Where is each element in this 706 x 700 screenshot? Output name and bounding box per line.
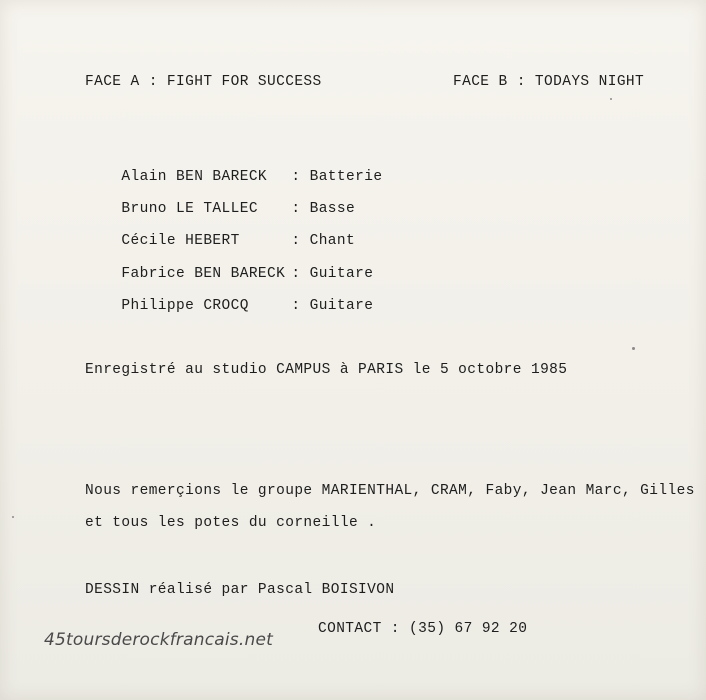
member-name: Cécile HEBERT (121, 232, 240, 249)
member-row (85, 284, 373, 328)
member-name: Philippe CROCQ (121, 297, 249, 314)
paper-speck (12, 516, 14, 518)
thanks-line-1: Nous remerçions le groupe MARIENTHAL, CRAM, Faby, Jean Marc, Gilles (85, 483, 695, 499)
paper-speck (632, 347, 635, 350)
member-name: Fabrice BEN BARECK (121, 265, 286, 282)
paper-speck (610, 98, 612, 100)
member-role: : Guitare (291, 297, 374, 314)
member-name: Bruno LE TALLEC (121, 200, 258, 217)
member-name: Alain BEN BARECK (121, 168, 268, 185)
recording-note: Enregistré au studio CAMPUS à PARIS le 5 octobre 1985 (85, 362, 568, 378)
contact-phone: CONTACT : (35) 67 92 20 (318, 621, 528, 637)
member-role: : Guitare (291, 265, 374, 282)
artwork-credit: DESSIN réalisé par Pascal BOISIVON (85, 582, 395, 598)
member-role: : Basse (291, 200, 356, 217)
member-role: : Chant (291, 232, 356, 249)
site-watermark: 45toursderockfrancais.net (44, 630, 273, 650)
thanks-line-2: et tous les potes du corneille . (85, 515, 377, 531)
face-b-title: FACE B : TODAYS NIGHT (453, 74, 645, 90)
member-role: : Batterie (291, 168, 383, 185)
face-a-title: FACE A : FIGHT FOR SUCCESS (85, 74, 322, 90)
